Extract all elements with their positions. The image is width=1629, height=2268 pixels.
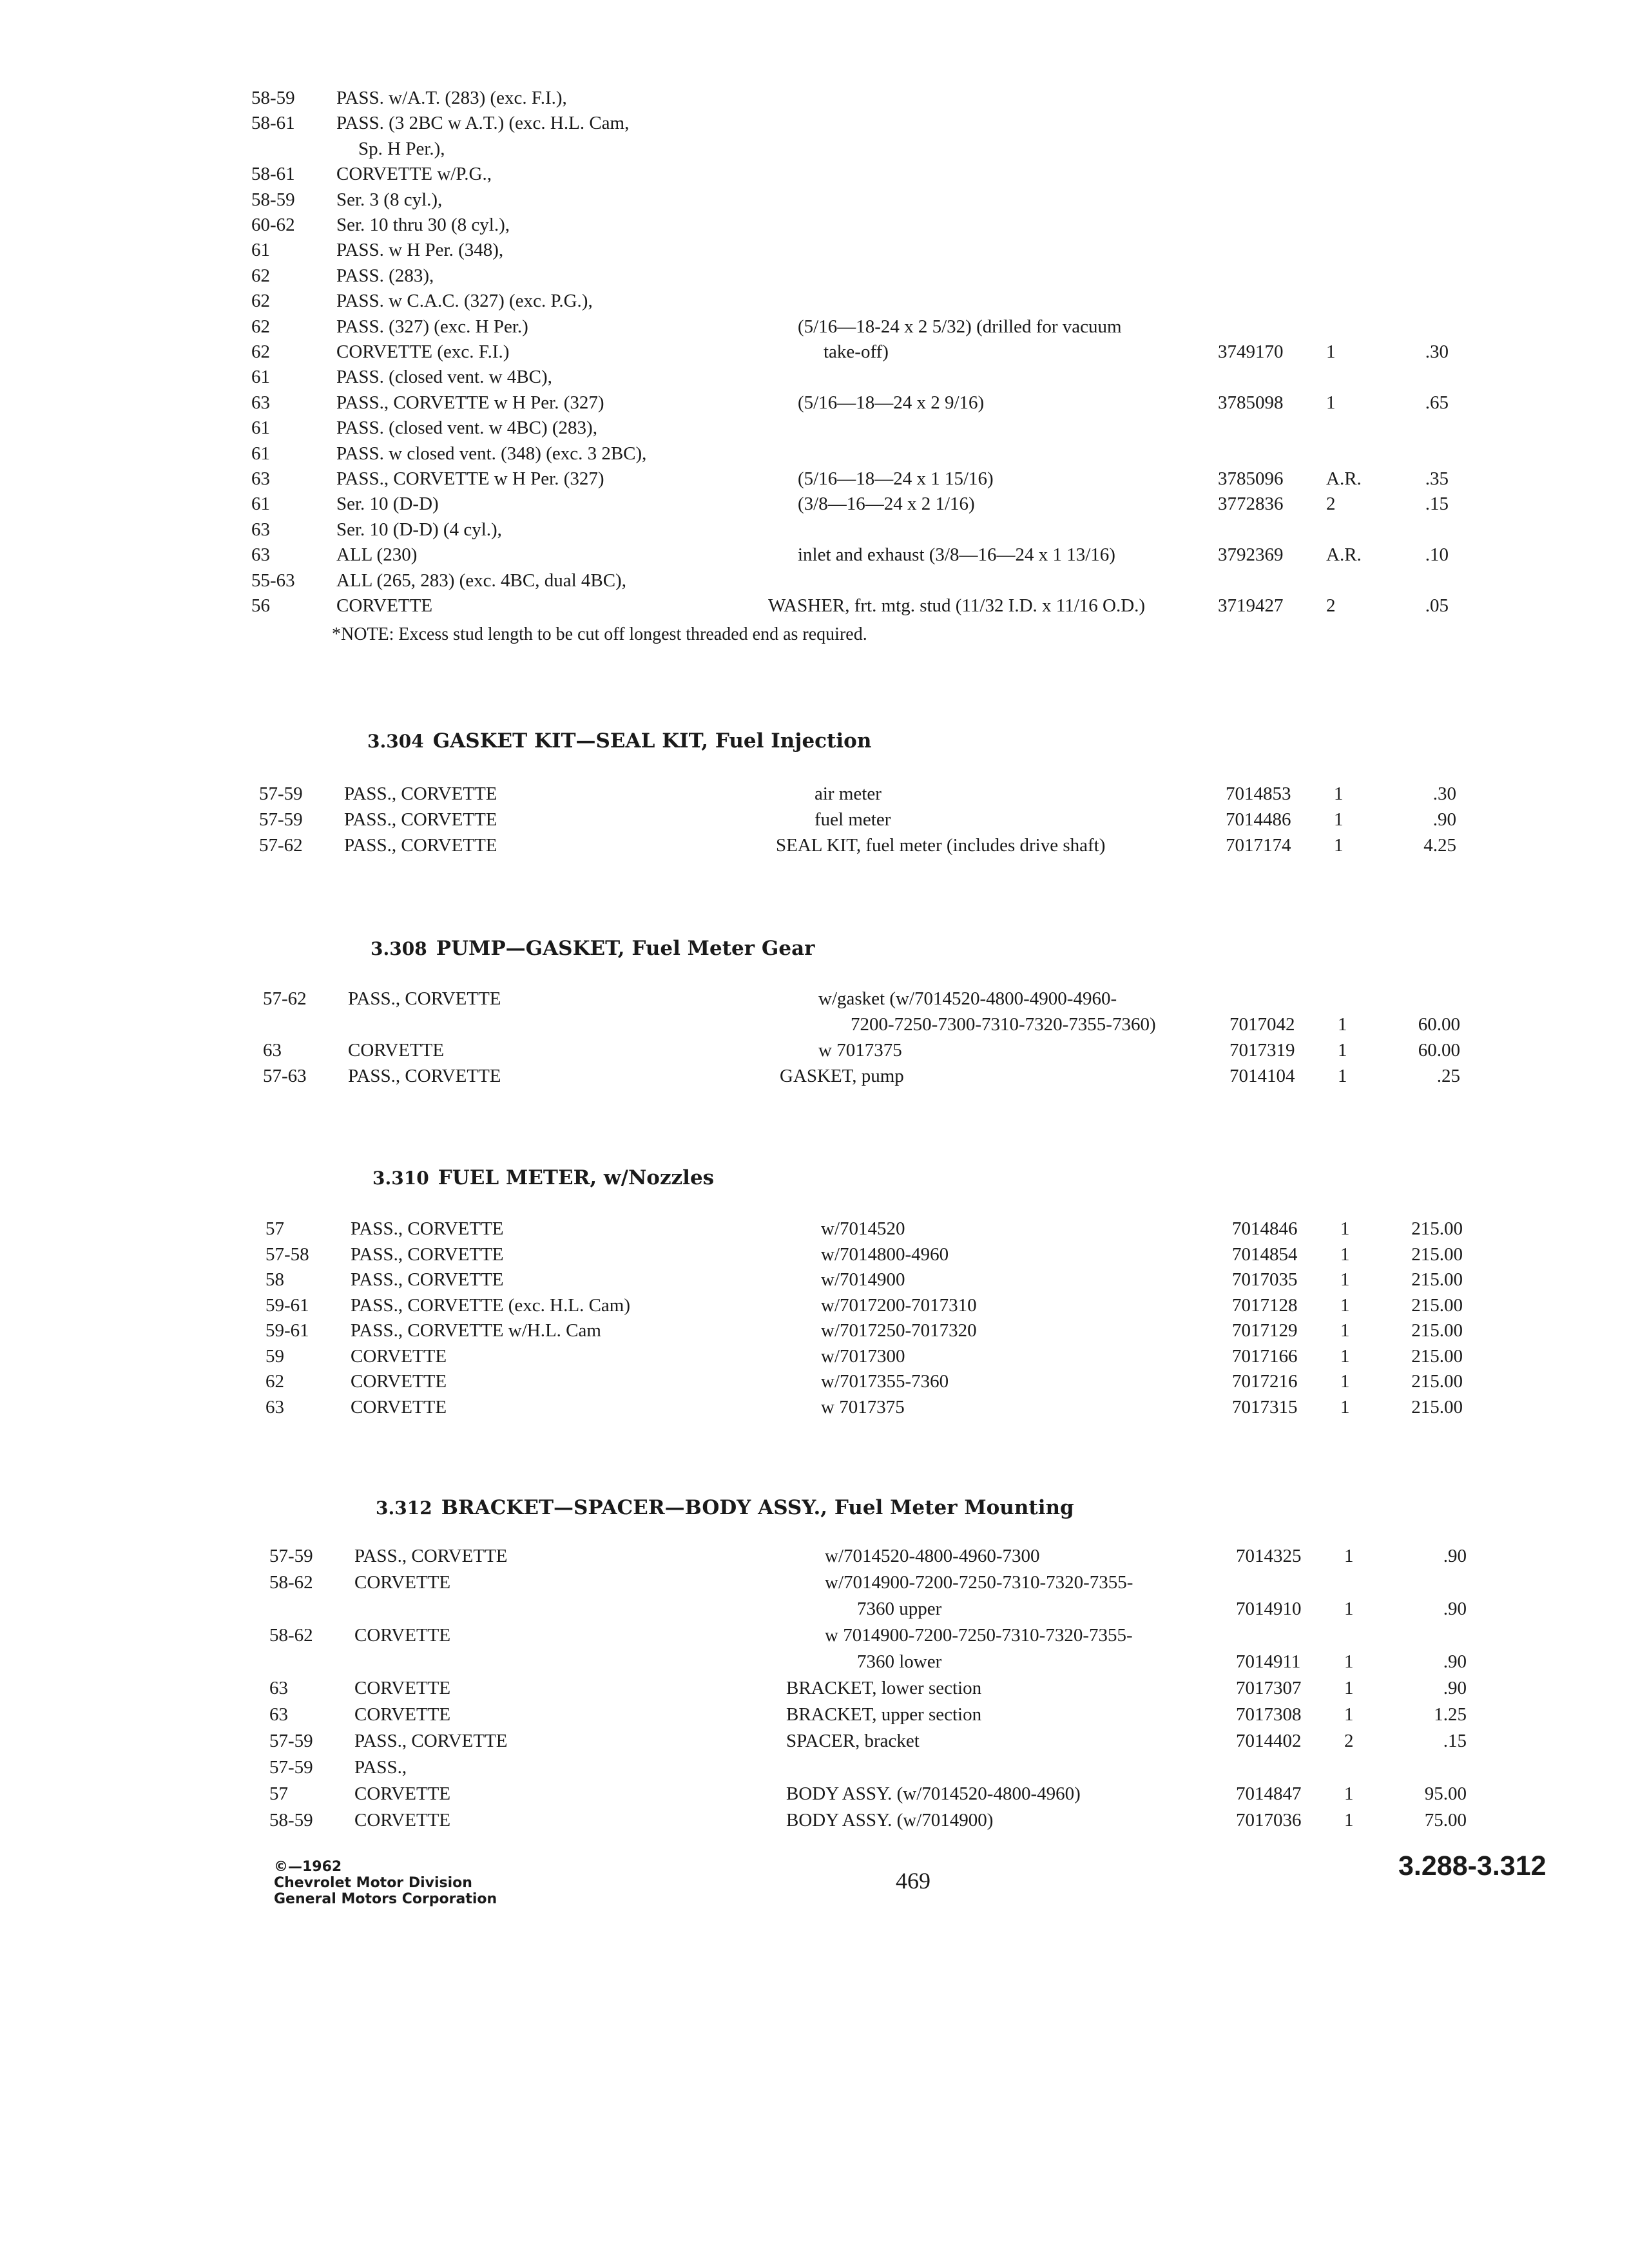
application: PASS. (3 2BC w A.T.) (exc. H.L. Cam,	[336, 113, 630, 134]
list-price: .30	[1432, 783, 1456, 804]
quantity: 1	[1338, 1040, 1347, 1061]
section-title: PUMP—GASKET, Fuel Meter Gear	[436, 937, 815, 960]
table-row	[8, 807, 1458, 832]
quantity: 2	[1326, 595, 1336, 616]
model-years: 58-59	[269, 1810, 313, 1831]
price-cell	[1410, 1596, 1467, 1622]
application: ALL (265, 283) (exc. 4BC, dual 4BC),	[336, 570, 626, 591]
description: SPACER, bracket	[786, 1731, 920, 1751]
list-price: 215.00	[1411, 1320, 1463, 1341]
model-years: 57-59	[259, 783, 303, 804]
quantity: 1	[1340, 1320, 1350, 1341]
quantity: 1	[1344, 1810, 1354, 1831]
section-heading-3-304	[367, 728, 871, 754]
model-years: 57-59	[259, 809, 303, 830]
description: (5/16—18—24 x 1 15/16)	[798, 468, 994, 489]
model-years: 62	[251, 291, 270, 312]
model-years: 59	[265, 1345, 284, 1367]
model-years: 59-61	[265, 1294, 309, 1316]
table-row	[8, 781, 1458, 807]
application: PASS., CORVETTE	[354, 1546, 508, 1566]
price-cell	[1392, 593, 1449, 619]
quantity: 1	[1340, 1345, 1350, 1367]
table-row	[0, 568, 1450, 593]
table-row	[18, 1807, 1468, 1833]
part-number: 3719427	[1218, 595, 1284, 616]
quantity: 1	[1344, 1678, 1354, 1698]
application: CORVETTE	[348, 1040, 445, 1061]
application: CORVETTE	[354, 1704, 451, 1725]
table-row	[14, 1293, 1464, 1318]
model-years: 57-59	[269, 1546, 313, 1566]
model-years: 63	[263, 1040, 282, 1061]
application: PASS., CORVETTE	[348, 988, 501, 1009]
description: 7360 lower	[857, 1651, 942, 1672]
application: PASS., CORVETTE	[344, 835, 497, 856]
table-row	[18, 1702, 1468, 1727]
price-cell	[1403, 1063, 1460, 1089]
application: Ser. 10 (D-D)	[336, 494, 439, 515]
table-row	[0, 466, 1450, 492]
table-row	[14, 1343, 1464, 1369]
description: w/gasket (w/7014520-4800-4900-4960-	[818, 988, 1117, 1009]
section-range: 3.288-3.312	[1398, 1850, 1547, 1881]
table-row	[12, 986, 1461, 1012]
description: (3/8—16—24 x 2 1/16)	[798, 494, 975, 515]
part-number: 7014325	[1236, 1546, 1302, 1566]
table-row	[0, 263, 1450, 289]
part-number: 7014854	[1232, 1244, 1298, 1265]
table-row	[0, 415, 1450, 441]
price-cell	[1392, 390, 1449, 416]
table-row	[14, 1394, 1464, 1420]
quantity: 2	[1344, 1731, 1354, 1751]
part-number: 7017035	[1232, 1269, 1298, 1290]
model-years: 63	[269, 1704, 288, 1725]
quantity: 1	[1340, 1244, 1350, 1265]
price-cell	[1406, 1394, 1463, 1420]
section-title: GASKET KIT—SEAL KIT, Fuel Injection	[432, 729, 872, 753]
part-number: 7017216	[1232, 1371, 1298, 1392]
price-cell	[1400, 832, 1456, 858]
quantity: 1	[1344, 1651, 1354, 1672]
price-cell	[1406, 1216, 1463, 1242]
application: PASS. w closed vent. (348) (exc. 3 2BC),	[336, 443, 647, 464]
part-number: 3785096	[1218, 468, 1284, 489]
list-price: 215.00	[1411, 1269, 1463, 1290]
application: CORVETTE w/P.G.,	[336, 164, 492, 185]
quantity: 1	[1334, 809, 1344, 830]
list-price: 215.00	[1411, 1345, 1463, 1367]
quantity: 1	[1326, 341, 1336, 362]
stud-length-note: *NOTE: Excess stud length to be cut off longest threaded end as required.	[332, 624, 867, 644]
table-row	[14, 1216, 1464, 1242]
part-number: 7017174	[1226, 835, 1291, 856]
list-price: .15	[1425, 494, 1449, 515]
application: PASS., CORVETTE w H Per. (327)	[336, 392, 604, 413]
price-cell	[1403, 1037, 1460, 1063]
application: PASS., CORVETTE	[354, 1731, 508, 1751]
list-price: 60.00	[1418, 1014, 1460, 1035]
part-number: 7017128	[1232, 1294, 1298, 1316]
list-price: 215.00	[1411, 1371, 1463, 1392]
model-years: 57-59	[269, 1757, 313, 1778]
list-price: .10	[1425, 544, 1449, 566]
application: CORVETTE	[336, 595, 433, 616]
application: PASS., CORVETTE w/H.L. Cam	[351, 1320, 601, 1341]
part-number: 3772836	[1218, 494, 1284, 515]
table-row	[0, 288, 1450, 314]
price-cell	[1406, 1343, 1463, 1369]
table-row	[14, 1369, 1464, 1394]
table-row	[18, 1543, 1468, 1569]
price-cell	[1410, 1702, 1467, 1727]
table-row	[14, 1318, 1464, 1343]
description: fuel meter	[815, 809, 891, 830]
application: PASS. w/A.T. (283) (exc. F.I.),	[336, 88, 567, 108]
part-number: 7017042	[1229, 1014, 1295, 1035]
quantity: 1	[1344, 1704, 1354, 1725]
model-years: 63	[265, 1396, 284, 1418]
quantity: 1	[1340, 1294, 1350, 1316]
price-cell	[1406, 1293, 1463, 1318]
part-number: 7017307	[1236, 1678, 1302, 1698]
list-price: .90	[1443, 1546, 1467, 1566]
table-row	[18, 1622, 1468, 1648]
table-row	[0, 593, 1450, 619]
table-row	[18, 1754, 1468, 1780]
section-number: 3.310	[372, 1168, 429, 1189]
part-number: 7017036	[1236, 1810, 1302, 1831]
part-number: 3785098	[1218, 392, 1284, 413]
description: w/7014520-4800-4960-7300	[825, 1546, 1040, 1566]
list-price: .90	[1443, 1678, 1467, 1698]
application: CORVETTE	[354, 1678, 451, 1698]
description: w 7017375	[818, 1040, 902, 1061]
part-number: 7014911	[1236, 1651, 1301, 1672]
price-cell	[1400, 807, 1456, 832]
copyright-block	[274, 1859, 497, 1907]
price-cell	[1392, 466, 1449, 492]
model-years: 60-62	[251, 215, 295, 235]
description: GASKET, pump	[780, 1066, 904, 1086]
list-price: 75.00	[1424, 1810, 1467, 1831]
model-years: 58-61	[251, 164, 295, 185]
part-number: 7017315	[1232, 1396, 1298, 1418]
application: CORVETTE	[351, 1396, 447, 1418]
part-number: 7014104	[1229, 1066, 1295, 1086]
price-cell	[1410, 1807, 1467, 1833]
list-price: .15	[1443, 1731, 1467, 1751]
copyright-year: ©—1962	[274, 1859, 342, 1875]
application: PASS. (closed vent. w 4BC),	[336, 367, 552, 388]
application: Sp. H Per.),	[358, 138, 445, 159]
price-cell	[1406, 1242, 1463, 1267]
part-number: 7014847	[1236, 1783, 1302, 1804]
quantity: 1	[1340, 1396, 1350, 1418]
application: CORVETTE	[354, 1572, 451, 1593]
list-price: 215.00	[1411, 1294, 1463, 1316]
table-row	[0, 364, 1450, 390]
quantity: A.R.	[1326, 544, 1362, 566]
price-cell	[1392, 339, 1449, 365]
description: (5/16—18—24 x 2 9/16)	[798, 392, 985, 413]
table-row	[12, 1012, 1461, 1037]
model-years: 61	[251, 443, 270, 464]
application: CORVETTE	[354, 1810, 451, 1831]
description: w 7014900-7200-7250-7310-7320-7355-	[825, 1625, 1133, 1646]
model-years: 58-62	[269, 1625, 313, 1646]
table-row	[12, 1037, 1461, 1063]
table-row	[0, 390, 1450, 416]
price-cell	[1410, 1543, 1467, 1569]
model-years: 63	[251, 544, 270, 566]
application: PASS. (283),	[336, 265, 434, 286]
section-title: BRACKET—SPACER—BODY ASSY., Fuel Meter Mounting	[441, 1496, 1074, 1519]
section-heading-3-310	[372, 1165, 714, 1191]
table-row	[14, 1242, 1464, 1267]
model-years: 59-61	[265, 1320, 309, 1341]
description: (5/16—18-24 x 2 5/32) (drilled for vacuum	[798, 316, 1122, 337]
price-cell	[1410, 1781, 1467, 1807]
table-row	[0, 491, 1450, 517]
description: w/7017200-7017310	[821, 1294, 977, 1316]
model-years: 55-63	[251, 570, 295, 591]
description: w/7014800-4960	[821, 1244, 949, 1265]
list-price: .25	[1436, 1066, 1460, 1086]
description: SEAL KIT, fuel meter (includes drive shaft)	[776, 835, 1106, 856]
price-cell	[1403, 1012, 1460, 1037]
price-cell	[1410, 1675, 1467, 1701]
application: PASS., CORVETTE	[344, 809, 497, 830]
model-years: 57-58	[265, 1244, 309, 1265]
model-years: 61	[251, 367, 270, 388]
table-row	[0, 517, 1450, 543]
part-number: 7014846	[1232, 1218, 1298, 1239]
table-row	[0, 314, 1450, 340]
application: PASS., CORVETTE	[348, 1066, 501, 1086]
table-row	[0, 161, 1450, 187]
description: w/7014900	[821, 1269, 905, 1290]
quantity: 1	[1338, 1066, 1347, 1086]
application: CORVETTE (exc. F.I.)	[336, 341, 510, 362]
table-row	[18, 1781, 1468, 1807]
application: CORVETTE	[351, 1371, 447, 1392]
list-price: .90	[1443, 1651, 1467, 1672]
table-row	[0, 110, 1450, 136]
price-cell	[1410, 1728, 1467, 1754]
table-row	[18, 1675, 1468, 1701]
part-number: 3749170	[1218, 341, 1284, 362]
quantity: 1	[1340, 1371, 1350, 1392]
model-years: 61	[251, 494, 270, 515]
list-price: .65	[1425, 392, 1449, 413]
table-row	[0, 237, 1450, 263]
part-number: 7014486	[1226, 809, 1291, 830]
part-number: 7017308	[1236, 1704, 1302, 1725]
description: w 7017375	[821, 1396, 905, 1418]
quantity: 1	[1344, 1783, 1354, 1804]
list-price: 215.00	[1411, 1244, 1463, 1265]
table-row	[0, 136, 1450, 162]
application: CORVETTE	[354, 1625, 451, 1646]
application: PASS., CORVETTE	[344, 783, 497, 804]
division-name: Chevrolet Motor Division	[274, 1875, 472, 1891]
section-number: 3.312	[376, 1497, 432, 1519]
quantity: 1	[1340, 1269, 1350, 1290]
corporation-name: General Motors Corporation	[274, 1891, 497, 1907]
application: Ser. 3 (8 cyl.),	[336, 189, 443, 210]
description: air meter	[815, 783, 882, 804]
list-price: .30	[1425, 341, 1449, 362]
application: PASS. (327) (exc. H Per.)	[336, 316, 528, 337]
price-cell	[1400, 781, 1456, 807]
section-number: 3.304	[367, 731, 424, 752]
part-number: 7014853	[1226, 783, 1291, 804]
table-row	[12, 1063, 1461, 1089]
model-years: 58-62	[269, 1572, 313, 1593]
quantity: 2	[1326, 494, 1336, 515]
list-price: .35	[1425, 468, 1449, 489]
model-years: 62	[251, 265, 270, 286]
section-heading-3-308	[371, 936, 815, 962]
list-price: .90	[1443, 1599, 1467, 1619]
quantity: 1	[1340, 1218, 1350, 1239]
description: w/7014520	[821, 1218, 905, 1239]
application: PASS., CORVETTE	[351, 1244, 504, 1265]
price-cell	[1392, 491, 1449, 517]
application: PASS., CORVETTE w H Per. (327)	[336, 468, 604, 489]
description: 7200-7250-7300-7310-7320-7355-7360)	[851, 1014, 1156, 1035]
model-years: 61	[251, 240, 270, 261]
application: PASS., CORVETTE	[351, 1269, 504, 1290]
model-years: 62	[251, 316, 270, 337]
model-years: 57-62	[263, 988, 307, 1009]
application: Ser. 10 thru 30 (8 cyl.),	[336, 215, 510, 235]
table-row	[18, 1649, 1468, 1675]
list-price: .90	[1432, 809, 1456, 830]
table-row	[0, 542, 1450, 568]
application: PASS.,	[354, 1757, 407, 1778]
application: CORVETTE	[354, 1783, 451, 1804]
description: inlet and exhaust (3/8—16—24 x 1 13/16)	[798, 544, 1115, 566]
model-years: 57	[269, 1783, 288, 1804]
description: BRACKET, lower section	[786, 1678, 982, 1698]
part-number: 7017319	[1229, 1040, 1295, 1061]
list-price: 1.25	[1434, 1704, 1467, 1725]
list-price: 215.00	[1411, 1218, 1463, 1239]
quantity: 1	[1338, 1014, 1347, 1035]
table-row	[18, 1596, 1468, 1622]
application: PASS. w C.A.C. (327) (exc. P.G.),	[336, 291, 593, 312]
model-years: 63	[269, 1678, 288, 1698]
description: take-off)	[824, 341, 889, 362]
model-years: 57-63	[263, 1066, 307, 1086]
model-years: 56	[251, 595, 270, 616]
model-years: 62	[251, 341, 270, 362]
model-years: 57-62	[259, 835, 303, 856]
application: PASS., CORVETTE	[351, 1218, 504, 1239]
table-row	[0, 187, 1450, 213]
description: WASHER, frt. mtg. stud (11/32 I.D. x 11/16 O.D.)	[768, 595, 1146, 616]
price-cell	[1392, 542, 1449, 568]
application: PASS. w H Per. (348),	[336, 240, 504, 261]
list-price: .05	[1425, 595, 1449, 616]
part-number: 7014402	[1236, 1731, 1302, 1751]
description: BODY ASSY. (w/7014900)	[786, 1810, 994, 1831]
model-years: 58	[265, 1269, 284, 1290]
table-row	[18, 1570, 1468, 1595]
part-number: 7017129	[1232, 1320, 1298, 1341]
section-heading-3-312	[376, 1495, 1074, 1521]
list-price: 60.00	[1418, 1040, 1460, 1061]
application: ALL (230)	[336, 544, 418, 566]
model-years: 57-59	[269, 1731, 313, 1751]
model-years: 63	[251, 519, 270, 540]
price-cell	[1410, 1649, 1467, 1675]
model-years: 58-61	[251, 113, 295, 134]
price-cell	[1406, 1318, 1463, 1343]
model-years: 58-59	[251, 88, 295, 108]
table-row	[0, 85, 1450, 111]
description: w/7017300	[821, 1345, 905, 1367]
part-number: 3792369	[1218, 544, 1284, 566]
application: PASS. (closed vent. w 4BC) (283),	[336, 418, 597, 439]
part-number: 7017166	[1232, 1345, 1298, 1367]
table-row	[0, 339, 1450, 365]
price-cell	[1406, 1267, 1463, 1293]
page-number: 469	[896, 1868, 930, 1894]
model-years: 61	[251, 418, 270, 439]
table-row	[0, 441, 1450, 466]
table-row	[8, 832, 1458, 858]
list-price: 4.25	[1423, 835, 1456, 856]
table-row	[0, 212, 1450, 238]
description: w/7017355-7360	[821, 1371, 949, 1392]
quantity: 1	[1344, 1599, 1354, 1619]
model-years: 57	[265, 1218, 284, 1239]
application: PASS., CORVETTE (exc. H.L. Cam)	[351, 1294, 631, 1316]
quantity: 1	[1334, 783, 1344, 804]
section-number: 3.308	[371, 938, 427, 959]
list-price: 95.00	[1424, 1783, 1467, 1804]
quantity: 1	[1326, 392, 1336, 413]
price-cell	[1406, 1369, 1463, 1394]
description: 7360 upper	[857, 1599, 942, 1619]
description: w/7014900-7200-7250-7310-7320-7355-	[825, 1572, 1133, 1593]
table-row	[14, 1267, 1464, 1293]
quantity: A.R.	[1326, 468, 1362, 489]
quantity: 1	[1334, 835, 1344, 856]
list-price: 215.00	[1411, 1396, 1463, 1418]
quantity: 1	[1344, 1546, 1354, 1566]
model-years: 63	[251, 392, 270, 413]
description: BODY ASSY. (w/7014520-4800-4960)	[786, 1783, 1081, 1804]
part-number: 7014910	[1236, 1599, 1302, 1619]
section-title: FUEL METER, w/Nozzles	[438, 1166, 715, 1189]
description: w/7017250-7017320	[821, 1320, 977, 1341]
model-years: 62	[265, 1371, 284, 1392]
application: Ser. 10 (D-D) (4 cyl.),	[336, 519, 502, 540]
application: CORVETTE	[351, 1345, 447, 1367]
table-row	[18, 1728, 1468, 1754]
description: BRACKET, upper section	[786, 1704, 982, 1725]
model-years: 63	[251, 468, 270, 489]
model-years: 58-59	[251, 189, 295, 210]
